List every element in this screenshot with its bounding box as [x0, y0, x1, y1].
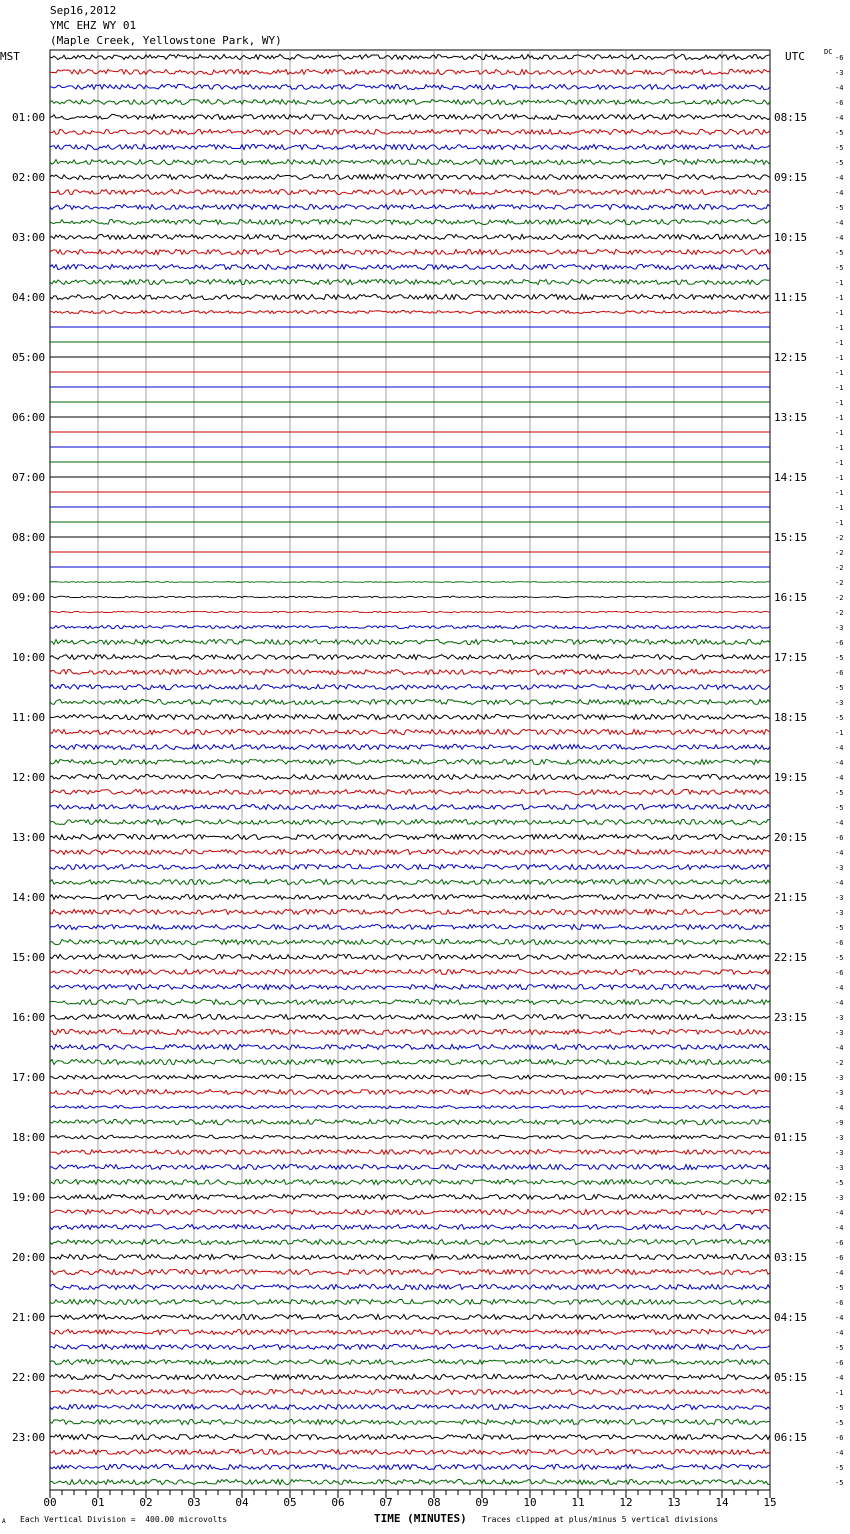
- dc-offset-label: -5: [835, 924, 844, 932]
- x-tick-label: 09: [475, 1496, 489, 1509]
- seismic-trace: [50, 1254, 770, 1259]
- seismic-trace: [50, 744, 770, 749]
- left-hour-label: 18:00: [12, 1131, 46, 1144]
- seismic-trace: [50, 1014, 770, 1019]
- header-location: (Maple Creek, Yellowstone Park, WY): [50, 34, 282, 47]
- seismic-trace: [50, 1329, 770, 1334]
- right-hour-label: 12:15: [774, 351, 808, 364]
- dc-offset-label: -2: [835, 534, 844, 542]
- left-hour-label: 17:00: [12, 1071, 46, 1084]
- dc-offset-label: -5: [835, 684, 844, 692]
- dc-offset-label: -3: [835, 69, 844, 77]
- seismic-trace: [50, 114, 770, 119]
- dc-offset-label: -3: [835, 1134, 844, 1142]
- seismic-trace: [50, 654, 770, 659]
- corner-mark: A: [2, 1518, 6, 1525]
- dc-offset-label: -5: [835, 654, 844, 662]
- seismic-trace: [50, 819, 770, 824]
- seismic-trace: [50, 279, 770, 284]
- seismic-trace: [50, 1374, 770, 1379]
- dc-offset-label: -6: [835, 969, 844, 977]
- right-hour-label: 00:15: [774, 1071, 808, 1084]
- x-tick-label: 05: [283, 1496, 297, 1509]
- left-hour-label: 15:00: [12, 951, 46, 964]
- seismic-trace: [50, 204, 770, 209]
- dc-offset-label: -4: [835, 1449, 844, 1457]
- seismic-trace: [50, 984, 770, 989]
- dc-offset-label: -5: [835, 1404, 844, 1412]
- left-hour-label: 06:00: [12, 411, 46, 424]
- dc-offset-label: -4: [835, 219, 844, 227]
- seismic-trace: [50, 144, 770, 149]
- dc-offset-label: -4: [835, 819, 844, 827]
- x-axis-title: TIME (MINUTES): [374, 1512, 467, 1525]
- seismic-trace: [50, 1449, 770, 1454]
- seismic-trace: [50, 219, 770, 224]
- seismic-trace: [50, 1404, 770, 1409]
- clip-note: Traces clipped at plus/minus 5 vertical divisions: [482, 1515, 719, 1524]
- dc-offset-label: -4: [835, 879, 844, 887]
- x-tick-label: 12: [619, 1496, 633, 1509]
- seismic-trace: [50, 774, 770, 779]
- seismic-trace: [50, 1359, 770, 1364]
- dc-offset-label: -1: [835, 459, 844, 467]
- dc-offset-label: -6: [835, 834, 844, 842]
- seismic-trace: [50, 1314, 770, 1319]
- x-tick-label: 04: [235, 1496, 249, 1509]
- seismic-trace: [50, 54, 770, 59]
- seismic-trace: [50, 249, 770, 254]
- dc-offset-label: -4: [835, 1104, 844, 1112]
- dc-offset-label: -3: [835, 1149, 844, 1157]
- dc-offset-label: -1: [835, 519, 844, 527]
- left-hour-label: 14:00: [12, 891, 46, 904]
- seismic-trace: [50, 924, 770, 929]
- dc-offset-label: -3: [835, 624, 844, 632]
- dc-offset-label: -1: [835, 324, 844, 332]
- dc-offset-label: -4: [835, 984, 844, 992]
- seismic-trace: [50, 684, 770, 689]
- dc-offset-label: -3: [835, 1164, 844, 1172]
- seismic-trace: [50, 129, 770, 134]
- seismic-trace: [50, 310, 770, 313]
- seismic-trace: [50, 84, 770, 89]
- seismic-trace: [50, 596, 770, 598]
- seismic-trace: [50, 1119, 770, 1124]
- dc-offset-label: -2: [835, 549, 844, 557]
- dc-offset-label: -5: [835, 1419, 844, 1427]
- left-timezone-label: MST: [0, 50, 20, 63]
- x-tick-label: 00: [43, 1496, 57, 1509]
- left-hour-label: 21:00: [12, 1311, 46, 1324]
- dc-offset-label: -1: [835, 414, 844, 422]
- seismic-trace: [50, 864, 770, 869]
- dc-offset-label: -3: [835, 1074, 844, 1082]
- seismic-trace: [50, 714, 770, 719]
- dc-offset-label: -3: [835, 699, 844, 707]
- left-hour-label: 03:00: [12, 231, 46, 244]
- seismic-trace: [50, 159, 770, 164]
- dc-offset-label: -6: [835, 1299, 844, 1307]
- dc-label: DC: [824, 48, 833, 56]
- left-hour-label: 19:00: [12, 1191, 46, 1204]
- seismic-trace: [50, 294, 770, 299]
- dc-offset-label: -4: [835, 774, 844, 782]
- x-tick-label: 07: [379, 1496, 393, 1509]
- seismic-trace: [50, 639, 770, 644]
- seismic-trace: [50, 1105, 770, 1108]
- seismic-trace: [50, 879, 770, 884]
- dc-offset-label: -4: [835, 759, 844, 767]
- seismic-trace: [50, 999, 770, 1004]
- dc-offset-label: -4: [835, 1224, 844, 1232]
- scale-note: Each Vertical Division = 400.00 microvolts: [20, 1515, 228, 1524]
- dc-offset-label: -2: [835, 609, 844, 617]
- dc-offset-label: -1: [835, 279, 844, 287]
- dc-offset-label: -2: [835, 594, 844, 602]
- right-hour-label: 19:15: [774, 771, 808, 784]
- header-date: Sep16,2012: [50, 4, 117, 17]
- dc-offset-label: -5: [835, 144, 844, 152]
- right-hour-label: 17:15: [774, 651, 808, 664]
- dc-offset-label: -4: [835, 189, 844, 197]
- dc-offset-label: -6: [835, 1239, 844, 1247]
- seismic-trace: [50, 1239, 770, 1244]
- right-hour-label: 04:15: [774, 1311, 808, 1324]
- seismic-trace: [50, 1075, 770, 1079]
- left-hour-label: 07:00: [12, 471, 46, 484]
- seismic-trace: [50, 1089, 770, 1094]
- seismic-trace: [50, 669, 770, 674]
- seismic-trace: [50, 234, 770, 239]
- dc-offset-label: -1: [835, 729, 844, 737]
- dc-offset-label: -6: [835, 1359, 844, 1367]
- seismic-trace: [50, 969, 770, 974]
- dc-offset-label: -5: [835, 804, 844, 812]
- seismic-trace: [50, 611, 770, 613]
- left-hour-label: 23:00: [12, 1431, 46, 1444]
- dc-offset-label: -9: [835, 1119, 844, 1127]
- seismic-trace: [50, 625, 770, 628]
- right-hour-label: 03:15: [774, 1251, 808, 1264]
- dc-offset-label: -1: [835, 384, 844, 392]
- right-hour-label: 11:15: [774, 291, 808, 304]
- right-hour-label: 21:15: [774, 891, 808, 904]
- seismic-trace: [50, 69, 770, 74]
- dc-offset-label: -6: [835, 639, 844, 647]
- x-tick-label: 15: [763, 1496, 777, 1509]
- dc-offset-label: -3: [835, 1029, 844, 1037]
- right-hour-label: 15:15: [774, 531, 808, 544]
- seismic-trace: [50, 1344, 770, 1349]
- right-hour-label: 09:15: [774, 171, 808, 184]
- dc-offset-label: -1: [835, 354, 844, 362]
- seismic-trace: [50, 909, 770, 914]
- x-tick-label: 11: [571, 1496, 585, 1509]
- seismic-trace: [50, 1150, 770, 1155]
- dc-offset-label: -3: [835, 894, 844, 902]
- dc-offset-label: -3: [835, 909, 844, 917]
- dc-offset-label: -4: [835, 999, 844, 1007]
- dc-offset-label: -5: [835, 714, 844, 722]
- x-tick-label: 03: [187, 1496, 201, 1509]
- x-tick-label: 13: [667, 1496, 681, 1509]
- x-tick-label: 01: [91, 1496, 105, 1509]
- dc-offset-label: -4: [835, 1209, 844, 1217]
- seismic-trace: [50, 834, 770, 839]
- right-hour-label: 23:15: [774, 1011, 808, 1024]
- left-hour-label: 13:00: [12, 831, 46, 844]
- left-hour-label: 05:00: [12, 351, 46, 364]
- dc-offset-label: -1: [835, 294, 844, 302]
- seismic-trace: [50, 699, 770, 704]
- dc-offset-label: -5: [835, 129, 844, 137]
- dc-offset-label: -1: [835, 399, 844, 407]
- right-hour-label: 16:15: [774, 591, 808, 604]
- left-hour-label: 22:00: [12, 1371, 46, 1384]
- dc-offset-label: -5: [835, 249, 844, 257]
- dc-offset-label: -5: [835, 1479, 844, 1487]
- right-hour-label: 20:15: [774, 831, 808, 844]
- left-hour-label: 20:00: [12, 1251, 46, 1264]
- seismic-trace: [50, 1464, 770, 1469]
- x-tick-label: 02: [139, 1496, 153, 1509]
- left-hour-label: 12:00: [12, 771, 46, 784]
- seismic-trace: [50, 1284, 770, 1289]
- dc-offset-label: -5: [835, 204, 844, 212]
- seismic-trace: [50, 189, 770, 194]
- seismic-trace: [50, 1299, 770, 1304]
- right-timezone-label: UTC: [785, 50, 805, 63]
- dc-offset-label: -6: [835, 99, 844, 107]
- seismic-trace: [50, 939, 770, 944]
- left-hour-label: 11:00: [12, 711, 46, 724]
- right-hour-label: 05:15: [774, 1371, 808, 1384]
- seismic-trace: [50, 1135, 770, 1139]
- seismic-trace: [50, 1179, 770, 1184]
- seismic-trace: [50, 264, 770, 269]
- dc-offset-label: -4: [835, 1329, 844, 1337]
- right-hour-label: 06:15: [774, 1431, 808, 1444]
- dc-offset-label: -1: [835, 369, 844, 377]
- dc-offset-label: -1: [835, 429, 844, 437]
- dc-offset-label: -5: [835, 1179, 844, 1187]
- seismic-trace: [50, 954, 770, 959]
- right-hour-label: 02:15: [774, 1191, 808, 1204]
- seismic-trace: [50, 1059, 770, 1064]
- seismic-trace: [50, 1419, 770, 1424]
- right-hour-label: 08:15: [774, 111, 808, 124]
- seismic-trace: [50, 849, 770, 854]
- dc-offset-label: -5: [835, 954, 844, 962]
- dc-offset-label: -5: [835, 264, 844, 272]
- seismic-trace: [50, 804, 770, 809]
- seismic-trace: [50, 1194, 770, 1199]
- seismic-trace: [50, 582, 770, 583]
- right-hour-label: 13:15: [774, 411, 808, 424]
- seismic-trace: [50, 729, 770, 734]
- dc-offset-label: -4: [835, 114, 844, 122]
- dc-offset-label: -4: [835, 84, 844, 92]
- seismic-trace: [50, 1479, 770, 1484]
- dc-offset-label: -1: [835, 339, 844, 347]
- seismic-trace: [50, 1434, 770, 1439]
- dc-offset-label: -3: [835, 1089, 844, 1097]
- left-hour-label: 16:00: [12, 1011, 46, 1024]
- seismic-trace: [50, 894, 770, 899]
- seismic-trace: [50, 789, 770, 794]
- dc-offset-label: -2: [835, 1059, 844, 1067]
- x-tick-label: 10: [523, 1496, 537, 1509]
- dc-offset-label: -4: [835, 1374, 844, 1382]
- seismic-trace: [50, 1044, 770, 1049]
- seismic-trace: [50, 1269, 770, 1274]
- dc-offset-label: -4: [835, 1269, 844, 1277]
- right-hour-label: 10:15: [774, 231, 808, 244]
- right-hour-label: 14:15: [774, 471, 808, 484]
- dc-offset-label: -2: [835, 564, 844, 572]
- dc-offset-label: -4: [835, 174, 844, 182]
- dc-offset-label: -5: [835, 1464, 844, 1472]
- dc-offset-label: -2: [835, 579, 844, 587]
- seismic-trace: [50, 1224, 770, 1229]
- dc-offset-label: -4: [835, 234, 844, 242]
- x-tick-label: 06: [331, 1496, 345, 1509]
- dc-offset-label: -1: [835, 1389, 844, 1397]
- dc-offset-label: -5: [835, 159, 844, 167]
- right-hour-label: 18:15: [774, 711, 808, 724]
- dc-offset-label: -5: [835, 1284, 844, 1292]
- left-hour-label: 04:00: [12, 291, 46, 304]
- seismic-trace: [50, 1209, 770, 1214]
- dc-offset-label: -4: [835, 849, 844, 857]
- dc-offset-label: -6: [835, 669, 844, 677]
- dc-offset-label: -4: [835, 1044, 844, 1052]
- dc-offset-label: -6: [835, 1434, 844, 1442]
- seismic-trace: [50, 1029, 770, 1034]
- seismic-trace: [50, 1389, 770, 1394]
- dc-offset-label: -3: [835, 864, 844, 872]
- dc-offset-label: -6: [835, 1254, 844, 1262]
- dc-offset-label: -1: [835, 474, 844, 482]
- seismic-trace: [50, 1164, 770, 1169]
- header-station: YMC EHZ WY 01: [50, 19, 137, 32]
- left-hour-label: 10:00: [12, 651, 46, 664]
- left-hour-label: 08:00: [12, 531, 46, 544]
- left-hour-label: 01:00: [12, 111, 46, 124]
- dc-offset-label: -5: [835, 1344, 844, 1352]
- dc-offset-label: -4: [835, 1314, 844, 1322]
- dc-offset-label: -3: [835, 1014, 844, 1022]
- left-hour-label: 09:00: [12, 591, 46, 604]
- seismic-trace: [50, 759, 770, 764]
- dc-offset-label: -1: [835, 309, 844, 317]
- right-hour-label: 22:15: [774, 951, 808, 964]
- seismic-trace: [50, 174, 770, 179]
- left-hour-label: 02:00: [12, 171, 46, 184]
- dc-offset-label: -1: [835, 504, 844, 512]
- dc-offset-label: -3: [835, 1194, 844, 1202]
- dc-offset-label: -1: [835, 444, 844, 452]
- dc-offset-label: -4: [835, 744, 844, 752]
- right-hour-label: 01:15: [774, 1131, 808, 1144]
- dc-offset-label: -1: [835, 489, 844, 497]
- dc-offset-label: -5: [835, 789, 844, 797]
- x-tick-label: 14: [715, 1496, 729, 1509]
- dc-offset-label: -6: [835, 939, 844, 947]
- seismic-trace: [50, 99, 770, 104]
- x-tick-label: 08: [427, 1496, 441, 1509]
- dc-offset-label: -6: [835, 54, 844, 62]
